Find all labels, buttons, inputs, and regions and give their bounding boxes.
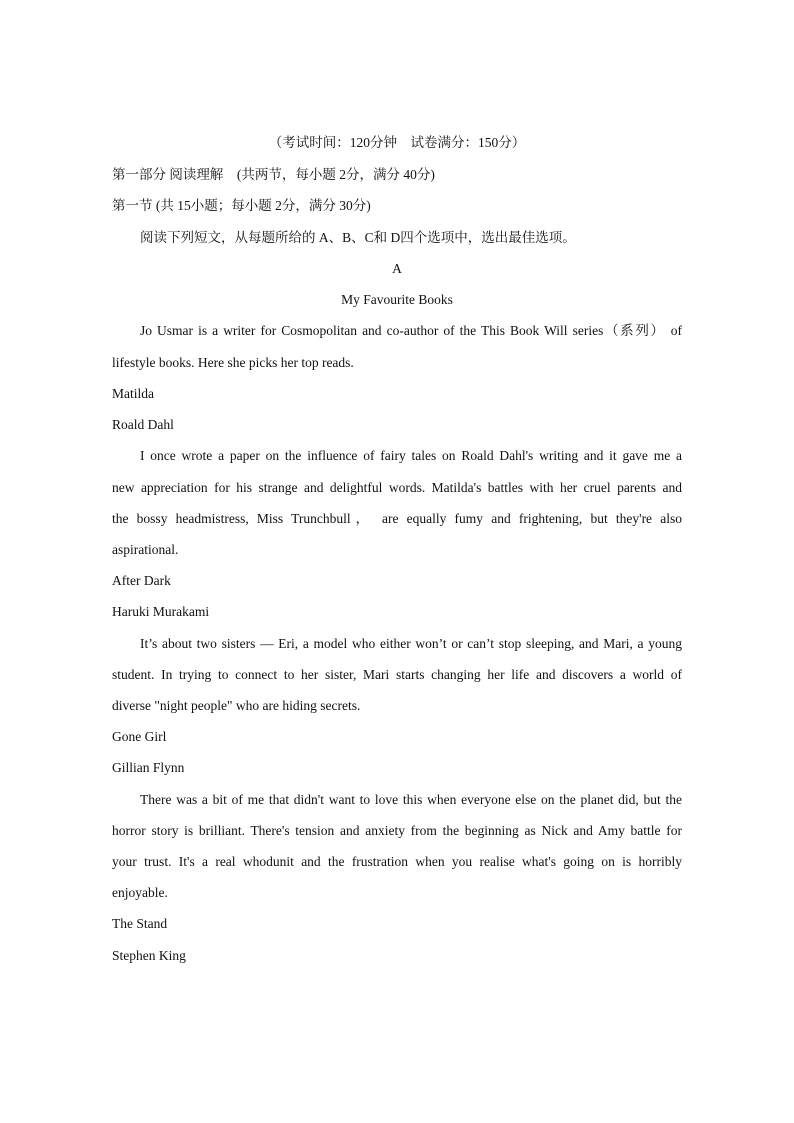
- review-line: student. In trying to connect to her sister, Mari starts changing her life and discovers a world of: [112, 667, 682, 682]
- review-line: horror story is brilliant. There's tension and anxiety from the beginning as Nick and Amy battle for: [112, 823, 682, 838]
- book-author: Roald Dahl: [112, 417, 174, 432]
- intro-line: Jo Usmar is a writer for Cosmopolitan and co-author of the This Book Will series（系列） of: [140, 323, 682, 338]
- review-line: your trust. It's a real whodunit and the frustration when you realise what's going on is horribly: [112, 854, 682, 869]
- passage-letter: A: [392, 261, 402, 276]
- section-title: 第一节 (共 15小题；每小题 2分，满分 30分): [112, 198, 371, 213]
- review-line: aspirational.: [112, 542, 179, 557]
- book-title: Gone Girl: [112, 729, 167, 744]
- review-line: enjoyable.: [112, 885, 168, 900]
- intro-line: lifestyle books. Here she picks her top reads.: [112, 355, 354, 370]
- review-line: There was a bit of me that didn't want to love this when everyone else on the planet did, but the: [140, 792, 682, 807]
- review-line: diverse "night people" who are hiding secrets.: [112, 698, 361, 713]
- passage-title: My Favourite Books: [341, 292, 453, 307]
- book-title: After Dark: [112, 573, 171, 588]
- review-line: It’s about two sisters — Eri, a model who either won’t or can’t stop sleeping, and Mari, a young: [140, 636, 682, 651]
- review-line: new appreciation for his strange and delightful words. Matilda's battles with her cruel parents and: [112, 480, 682, 495]
- review-line: I once wrote a paper on the influence of fairy tales on Roald Dahl's writing and it gave me a: [140, 448, 682, 463]
- book-author: Stephen King: [112, 948, 186, 963]
- review-line: the bossy headmistress, Miss Trunchbull， are equally fumy and frightening, but they're also: [112, 511, 682, 526]
- exam-info: （考试时间：120分钟 试卷满分：150分）: [268, 135, 526, 150]
- book-title: Matilda: [112, 386, 154, 401]
- book-author: Gillian Flynn: [112, 760, 185, 775]
- part-title: 第一部分 阅读理解 (共两节，每小题 2分，满分 40分): [112, 167, 435, 182]
- book-title: The Stand: [112, 916, 168, 931]
- instructions: 阅读下列短文，从每题所给的 A、B、C和 D四个选项中，选出最佳选项。: [140, 230, 576, 245]
- book-author: Haruki Murakami: [112, 604, 210, 619]
